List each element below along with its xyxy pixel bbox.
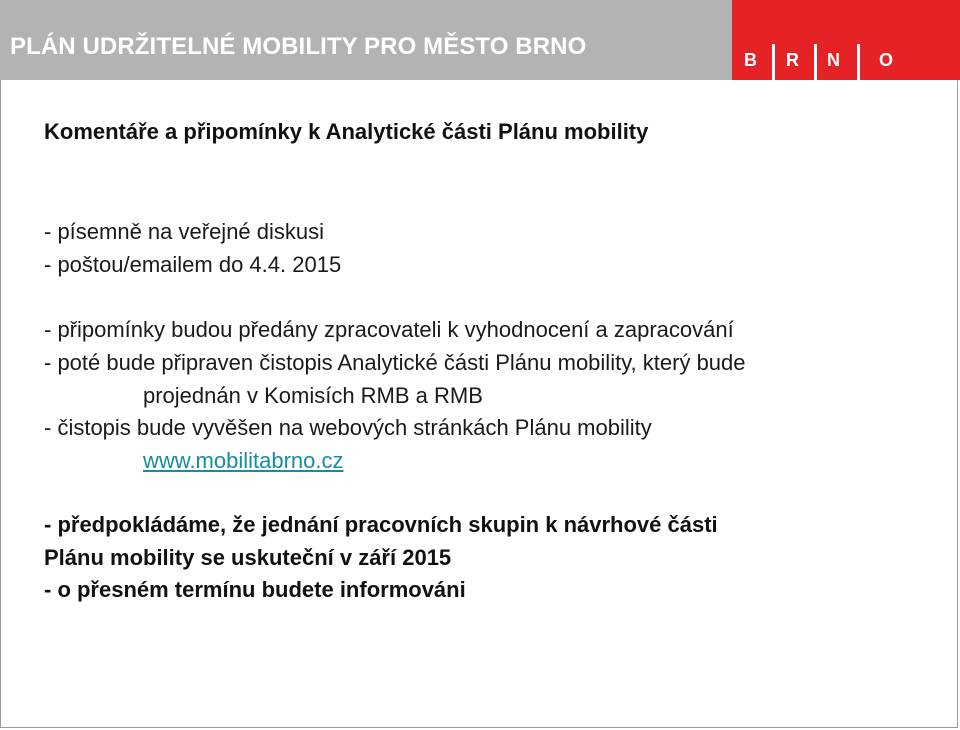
section-heading: Komentáře a připomínky k Analytické části Plánu mobility xyxy=(44,119,649,144)
process-line-website: - čistopis bude vyvěšen na webových stránkách Plánu mobility xyxy=(44,415,652,440)
logo-divider xyxy=(814,44,817,80)
submission-line-public-discussion: - písemně na veřejné diskusi xyxy=(44,219,325,244)
website-link[interactable]: www.mobilitabrno.cz xyxy=(143,448,344,473)
process-line-commissions: projednán v Komisích RMB a RMB xyxy=(143,383,483,408)
process-line-comments: - připomínky budou předány zpracovateli k vyhodnocení a zapracování xyxy=(44,317,734,342)
closing-line-september: Plánu mobility se uskuteční v září 2015 xyxy=(44,545,452,570)
brno-logo xyxy=(732,0,960,80)
logo-letter-o: O xyxy=(879,50,894,70)
header-bar xyxy=(0,0,732,80)
logo-divider xyxy=(772,44,775,80)
closing-line-informed: - o přesném termínu budete informováni xyxy=(44,577,466,602)
website-link-line xyxy=(143,448,344,474)
page-title: PLÁN UDRŽITELNÉ MOBILITY PRO MĚSTO BRNO xyxy=(10,33,587,60)
logo-divider xyxy=(857,44,860,80)
logo-letter-b: B xyxy=(744,50,757,70)
process-line-clean-copy: - poté bude připraven čistopis Analytické části Plánu mobility, který bude xyxy=(44,350,746,375)
closing-line-working-groups: - předpokládáme, že jednání pracovních skupin k návrhové části xyxy=(44,512,718,537)
logo-letter-n: N xyxy=(827,50,840,70)
logo-letter-r: R xyxy=(786,50,799,70)
submission-line-post-email: - poštou/emailem do 4.4. 2015 xyxy=(44,252,342,277)
